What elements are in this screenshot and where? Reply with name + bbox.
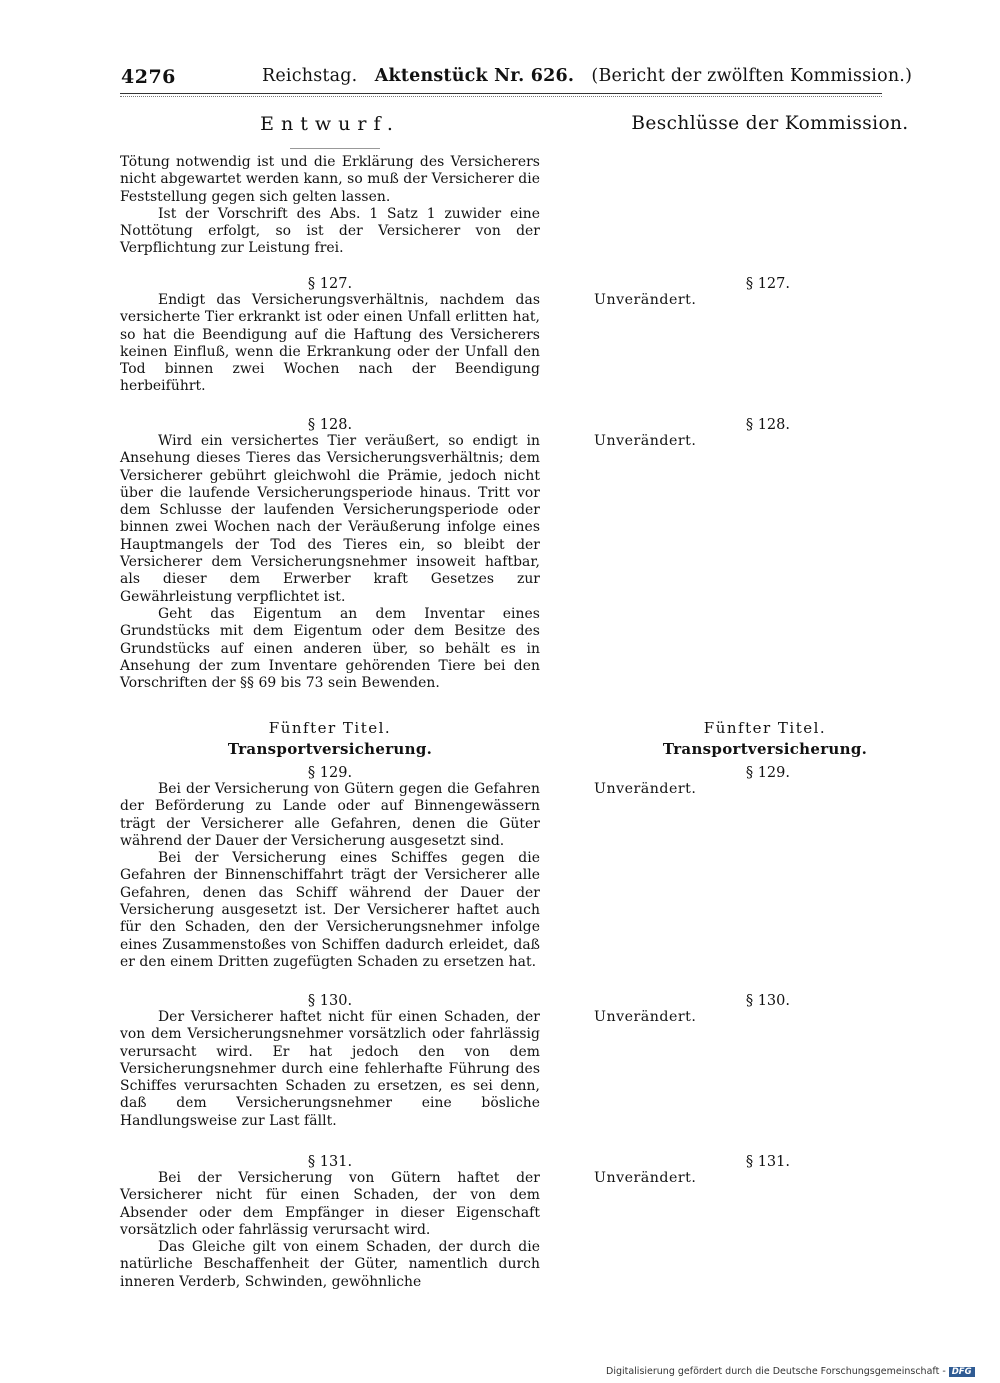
section-130-paragraph: Der Versicherer haftet nicht für einen Schaden, der von dem Versicherungsnehmer vorsätzlich oder fahrlässig verursacht wird. Er hat jedoch den von dem Versicherungsnehmer durch eine fehlerhafte Führung des Schiffes verursachten Schaden zu ersetzen, es sei denn, daß dem Versicherungsnehmer eine bösliche Handlungsweise zur Last fällt. bbox=[120, 1009, 540, 1129]
section-127-heading: § 127. bbox=[307, 276, 353, 292]
section-130-right bbox=[594, 993, 894, 1025]
section-131-right-text: Unverändert. bbox=[594, 1170, 697, 1186]
header-rule-dotted bbox=[120, 96, 882, 97]
column-heading-rule bbox=[290, 148, 380, 149]
title-5-right bbox=[600, 719, 930, 758]
section-129-right-heading: § 129. bbox=[745, 765, 790, 781]
funding-footer-text: Digitalisierung gefördert durch die Deutsche Forschungsgemeinschaft - bbox=[606, 1366, 946, 1377]
section-128-right bbox=[594, 417, 894, 449]
running-header bbox=[262, 66, 913, 86]
section-128-right-text: Unverändert. bbox=[594, 433, 697, 449]
section-129-left bbox=[120, 765, 540, 971]
section-128-right-heading: § 128. bbox=[745, 417, 790, 433]
section-129-right bbox=[594, 765, 894, 797]
section-129-paragraph-1: Bei der Versicherung von Gütern gegen die Gefahren der Beförderung zu Lande oder auf Binnengewässern trägt der Versicherer alle Gefahren, denen die Güter während der Dauer der Versicherung ausgesetzt sind. bbox=[120, 781, 540, 849]
intro-paragraph-2: Ist der Vorschrift des Abs. 1 Satz 1 zuwider eine Nottötung erfolgt, so ist der Versicherer von der Verpflichtung zur Leistung frei. bbox=[120, 205, 540, 257]
section-131-paragraph-1: Bei der Versicherung von Gütern haftet der Versicherer nicht für einen Schaden, der von dem Absender oder dem Empfänger in dieser Eigenschaft vorsätzlich oder fahrlässig verursacht wird. bbox=[120, 1170, 540, 1238]
header-part-reichstag: Reichstag. bbox=[262, 66, 358, 86]
header-rule bbox=[120, 93, 882, 94]
section-131-left bbox=[120, 1154, 540, 1291]
section-130-right-text: Unverändert. bbox=[594, 1009, 697, 1025]
section-129-right-text: Unverändert. bbox=[594, 781, 697, 797]
section-131-right bbox=[594, 1154, 894, 1186]
title-5-heading: Fünfter Titel. bbox=[268, 719, 392, 737]
section-128-paragraph-1: Wird ein versichertes Tier veräußert, so endigt in Ansehung dieses Tieres das Versicherungsverhältnis; dem Versicherer gebührt gleichwohl die Prämie, jedoch nicht über die laufende Versicherungsperiode hinaus. Tritt vor dem Schlusse der laufenden Versicherungsperiode oder binnen zwei Wochen nach der Veräußerung infolge eines Hauptmangels der Tod des Tieres ein, so bleibt der Versicherer dem Versicherungsnehmer insoweit haftbar, als dieser dem Erwerber kraft Gesetzes zur Gewährleistung verpflichtet ist. bbox=[120, 433, 540, 605]
section-130-right-heading: § 130. bbox=[745, 993, 790, 1009]
section-127-right-text: Unverändert. bbox=[594, 292, 697, 308]
section-127-left bbox=[120, 276, 540, 396]
section-131-paragraph-2: Das Gleiche gilt von einem Schaden, der durch die natürliche Beschaffenheit der Güter, namentlich durch inneren Verderb, Schwinden, gewöhnliche bbox=[120, 1239, 540, 1290]
intro-paragraph-1: Tötung notwendig ist und die Erklärung des Versicherers nicht abgewartet werden kann, so muß der Versicherer die Feststellung gegen sich gelten lassen. bbox=[120, 154, 540, 205]
section-128-paragraph-2: Geht das Eigentum an dem Inventar eines Grundstücks mit dem Eigentum oder dem Besitze des Grundstücks auf einen anderen über, so behält es in Ansehung der zum Inventare gehörenden Tiere bei den Vorschriften der §§ 69 bis 73 sein Bewenden. bbox=[120, 605, 540, 692]
title-5-left bbox=[120, 719, 540, 758]
section-127-right bbox=[594, 276, 894, 308]
title-5-right-subheading: Transportversicherung. bbox=[662, 740, 868, 758]
intro-block bbox=[120, 154, 540, 258]
section-128-left bbox=[120, 417, 540, 692]
dfg-logo: DFG bbox=[949, 1367, 975, 1377]
section-131-right-heading: § 131. bbox=[745, 1154, 790, 1170]
section-128-heading: § 128. bbox=[307, 417, 353, 433]
header-part-bericht: (Bericht der zwölften Kommission.) bbox=[591, 66, 913, 86]
section-131-heading: § 131. bbox=[307, 1154, 353, 1170]
header-part-aktenstueck: Aktenstück Nr. 626. bbox=[374, 66, 575, 86]
funding-footer bbox=[606, 1366, 975, 1377]
section-129-paragraph-2: Bei der Versicherung eines Schiffes gegen die Gefahren der Binnenschiffahrt trägt der Versicherer alle Gefahren, denen das Schiff während der Dauer der Versicherung ausgesetzt ist. Der Versicherer haftet auch für den Schaden, den der Versicherungsnehmer infolge eines Zusammenstoßes von Schiffen dadurch erleidet, daß er den einem Dritten zugefügten Schaden zu ersetzen hat. bbox=[120, 850, 540, 970]
title-5-subheading: Transportversicherung. bbox=[227, 740, 433, 758]
column-heading-beschluesse: Beschlüsse der Kommission. bbox=[631, 113, 909, 134]
section-130-left bbox=[120, 993, 540, 1130]
column-heading-entwurf: Entwurf. bbox=[260, 113, 400, 135]
section-129-heading: § 129. bbox=[307, 765, 353, 781]
page-number: 4276 bbox=[121, 66, 176, 88]
section-130-heading: § 130. bbox=[307, 993, 353, 1009]
section-127-paragraph: Endigt das Versicherungsverhältnis, nachdem das versicherte Tier erkrankt ist oder einen Unfall erlitten hat, so hat die Beendigung auf die Haftung des Versicherers keinen Einfluß, wenn die Erkrankung oder der Unfall den Tod binnen zwei Wochen nach der Beendigung herbeiführt. bbox=[120, 292, 540, 395]
title-5-right-heading: Fünfter Titel. bbox=[703, 719, 827, 737]
section-127-right-heading: § 127. bbox=[745, 276, 790, 292]
